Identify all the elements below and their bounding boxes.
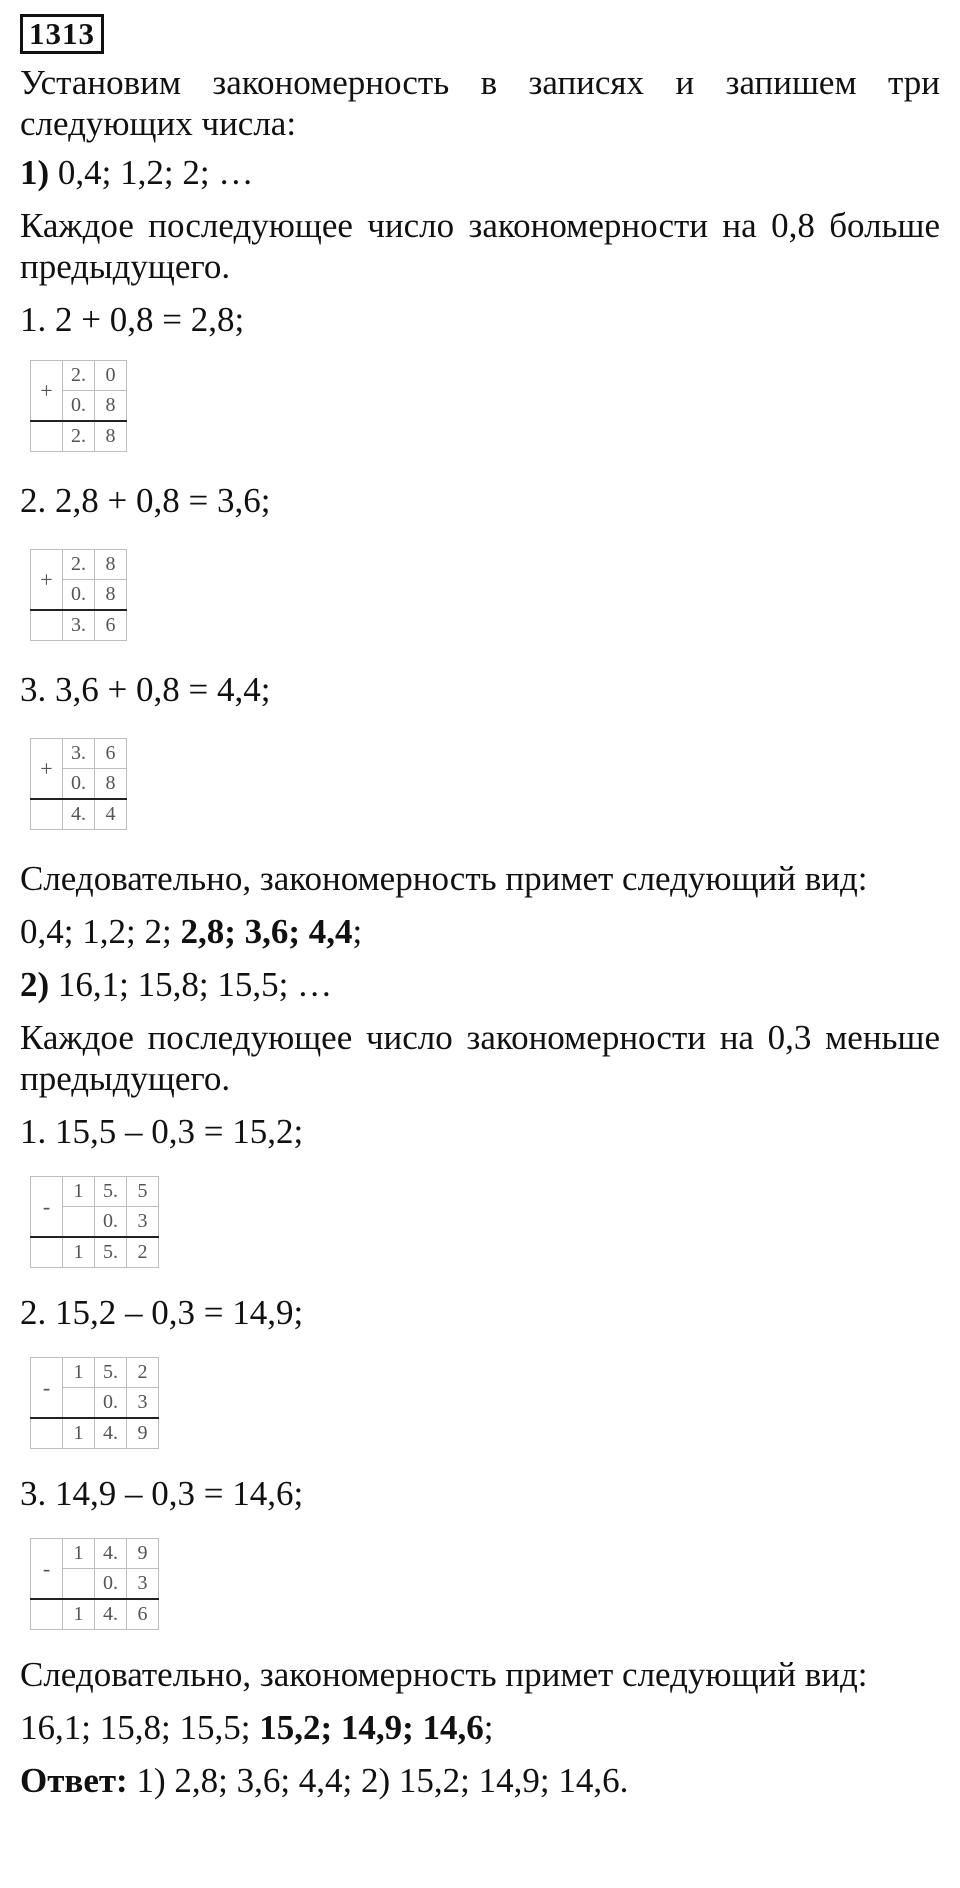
plus-sign: + <box>31 550 63 611</box>
part1-result-line <box>20 911 940 952</box>
grid-cell: 6 <box>95 739 127 769</box>
part2-step-3-calc <box>20 1538 940 1630</box>
grid-cell <box>63 1388 95 1419</box>
part2-sequence-line <box>20 964 940 1005</box>
part1-rule: Каждое последующее число закономерности на 0,8 больше предыдущего. <box>20 206 940 286</box>
part1-step-2-calc <box>20 549 940 641</box>
grid-cell-empty <box>31 421 63 452</box>
grid-cell: 2. <box>63 361 95 391</box>
part2-result-new: 15,2; 14,9; 14,6 <box>259 1708 484 1747</box>
grid-cell: 4. <box>95 1418 127 1449</box>
grid-cell-empty <box>31 1418 63 1449</box>
grid-cell: 1 <box>63 1237 95 1268</box>
grid-cell: 3 <box>127 1388 159 1419</box>
part2-step-1-text: 1. 15,5 – 0,3 = 15,2; <box>20 1112 304 1151</box>
grid-cell: 6 <box>127 1599 159 1630</box>
part2-label: 2) <box>20 965 50 1004</box>
grid-cell-empty <box>31 799 63 830</box>
grid-cell: 4. <box>95 1599 127 1630</box>
minus-sign: - <box>31 1177 63 1238</box>
part1-result-new: 2,8; 3,6; 4,4 <box>180 912 353 951</box>
grid-cell: 0. <box>95 1207 127 1238</box>
task-number-box: 1313 <box>20 14 104 54</box>
grid-cell-empty <box>31 1599 63 1630</box>
subtraction-grid <box>30 1176 159 1268</box>
grid-cell: 1 <box>63 1599 95 1630</box>
minus-sign: - <box>31 1358 63 1419</box>
part2-conclusion: Следовательно, закономерность примет следующий вид: <box>20 1655 868 1694</box>
grid-cell: 0. <box>95 1388 127 1419</box>
grid-cell: 3 <box>127 1207 159 1238</box>
plus-sign: + <box>31 739 63 800</box>
grid-cell: 0. <box>63 769 95 800</box>
grid-cell <box>63 1207 95 1238</box>
grid-cell-empty <box>31 610 63 641</box>
grid-cell: 0 <box>95 361 127 391</box>
answer-label: Ответ: <box>20 1761 128 1800</box>
grid-cell: 0. <box>95 1569 127 1600</box>
subtraction-grid <box>30 1357 159 1449</box>
grid-cell: 2. <box>63 421 95 452</box>
part1-step-3-text: 3. 3,6 + 0,8 = 4,4; <box>20 670 271 709</box>
grid-cell-empty <box>31 1237 63 1268</box>
grid-cell: 8 <box>95 769 127 800</box>
grid-cell: 5. <box>95 1358 127 1388</box>
grid-cell: 2 <box>127 1237 159 1268</box>
grid-cell: 1 <box>63 1177 95 1207</box>
part2-step-1-calc <box>20 1176 940 1268</box>
part1-step-1-calc <box>20 360 940 452</box>
part2-result-line <box>20 1707 940 1748</box>
addition-grid <box>30 549 127 641</box>
grid-cell: 0. <box>63 391 95 422</box>
part1-label: 1) <box>20 153 50 192</box>
part2-step-2-text: 2. 15,2 – 0,3 = 14,9; <box>20 1293 304 1332</box>
grid-cell: 2 <box>127 1358 159 1388</box>
part1-result-given: 0,4; 1,2; 2; <box>20 912 181 951</box>
part1-step-2-text: 2. 2,8 + 0,8 = 3,6; <box>20 481 271 520</box>
subtraction-grid <box>30 1538 159 1630</box>
grid-cell: 0. <box>63 580 95 611</box>
part1-step-3-calc <box>20 738 940 830</box>
grid-cell: 5. <box>95 1177 127 1207</box>
grid-cell: 1 <box>63 1358 95 1388</box>
grid-cell: 8 <box>95 421 127 452</box>
grid-cell: 3. <box>63 610 95 641</box>
part1-sequence-line <box>20 152 940 193</box>
part1-sequence: 0,4; 1,2; 2; … <box>49 153 254 192</box>
grid-cell: 1 <box>63 1418 95 1449</box>
grid-cell <box>63 1569 95 1600</box>
grid-cell: 6 <box>95 610 127 641</box>
part2-rule: Каждое последующее число закономерности на 0,3 меньше предыдущего. <box>20 1018 940 1098</box>
grid-cell: 3. <box>63 739 95 769</box>
grid-cell: 8 <box>95 580 127 611</box>
grid-cell: 8 <box>95 550 127 580</box>
part2-result-end: ; <box>483 1708 494 1747</box>
grid-cell: 4. <box>95 1539 127 1569</box>
part2-sequence: 16,1; 15,8; 15,5; … <box>49 965 333 1004</box>
part1-step-1-text: 1. 2 + 0,8 = 2,8; <box>20 300 245 339</box>
part1-conclusion: Следовательно, закономерность примет следующий вид: <box>20 859 868 898</box>
part2-step-2-calc <box>20 1357 940 1449</box>
solution-page <box>20 10 940 1801</box>
minus-sign: - <box>31 1539 63 1600</box>
part1-result-end: ; <box>352 912 363 951</box>
addition-grid <box>30 738 127 830</box>
part2-step-3-text: 3. 14,9 – 0,3 = 14,6; <box>20 1474 304 1513</box>
grid-cell: 1 <box>63 1539 95 1569</box>
grid-cell: 3 <box>127 1569 159 1600</box>
grid-cell: 9 <box>127 1418 159 1449</box>
part2-result-given: 16,1; 15,8; 15,5; <box>20 1708 260 1747</box>
grid-cell: 5 <box>127 1177 159 1207</box>
grid-cell: 9 <box>127 1539 159 1569</box>
addition-grid <box>30 360 127 452</box>
intro-text: Установим закономерность в записях и запишем три следующих числа: <box>20 63 940 143</box>
answer-text: 1) 2,8; 3,6; 4,4; 2) 15,2; 14,9; 14,6. <box>127 1761 629 1800</box>
grid-cell: 5. <box>95 1237 127 1268</box>
grid-cell: 8 <box>95 391 127 422</box>
grid-cell: 2. <box>63 550 95 580</box>
grid-cell: 4 <box>95 799 127 830</box>
answer-line <box>20 1760 940 1801</box>
plus-sign: + <box>31 361 63 422</box>
grid-cell: 4. <box>63 799 95 830</box>
